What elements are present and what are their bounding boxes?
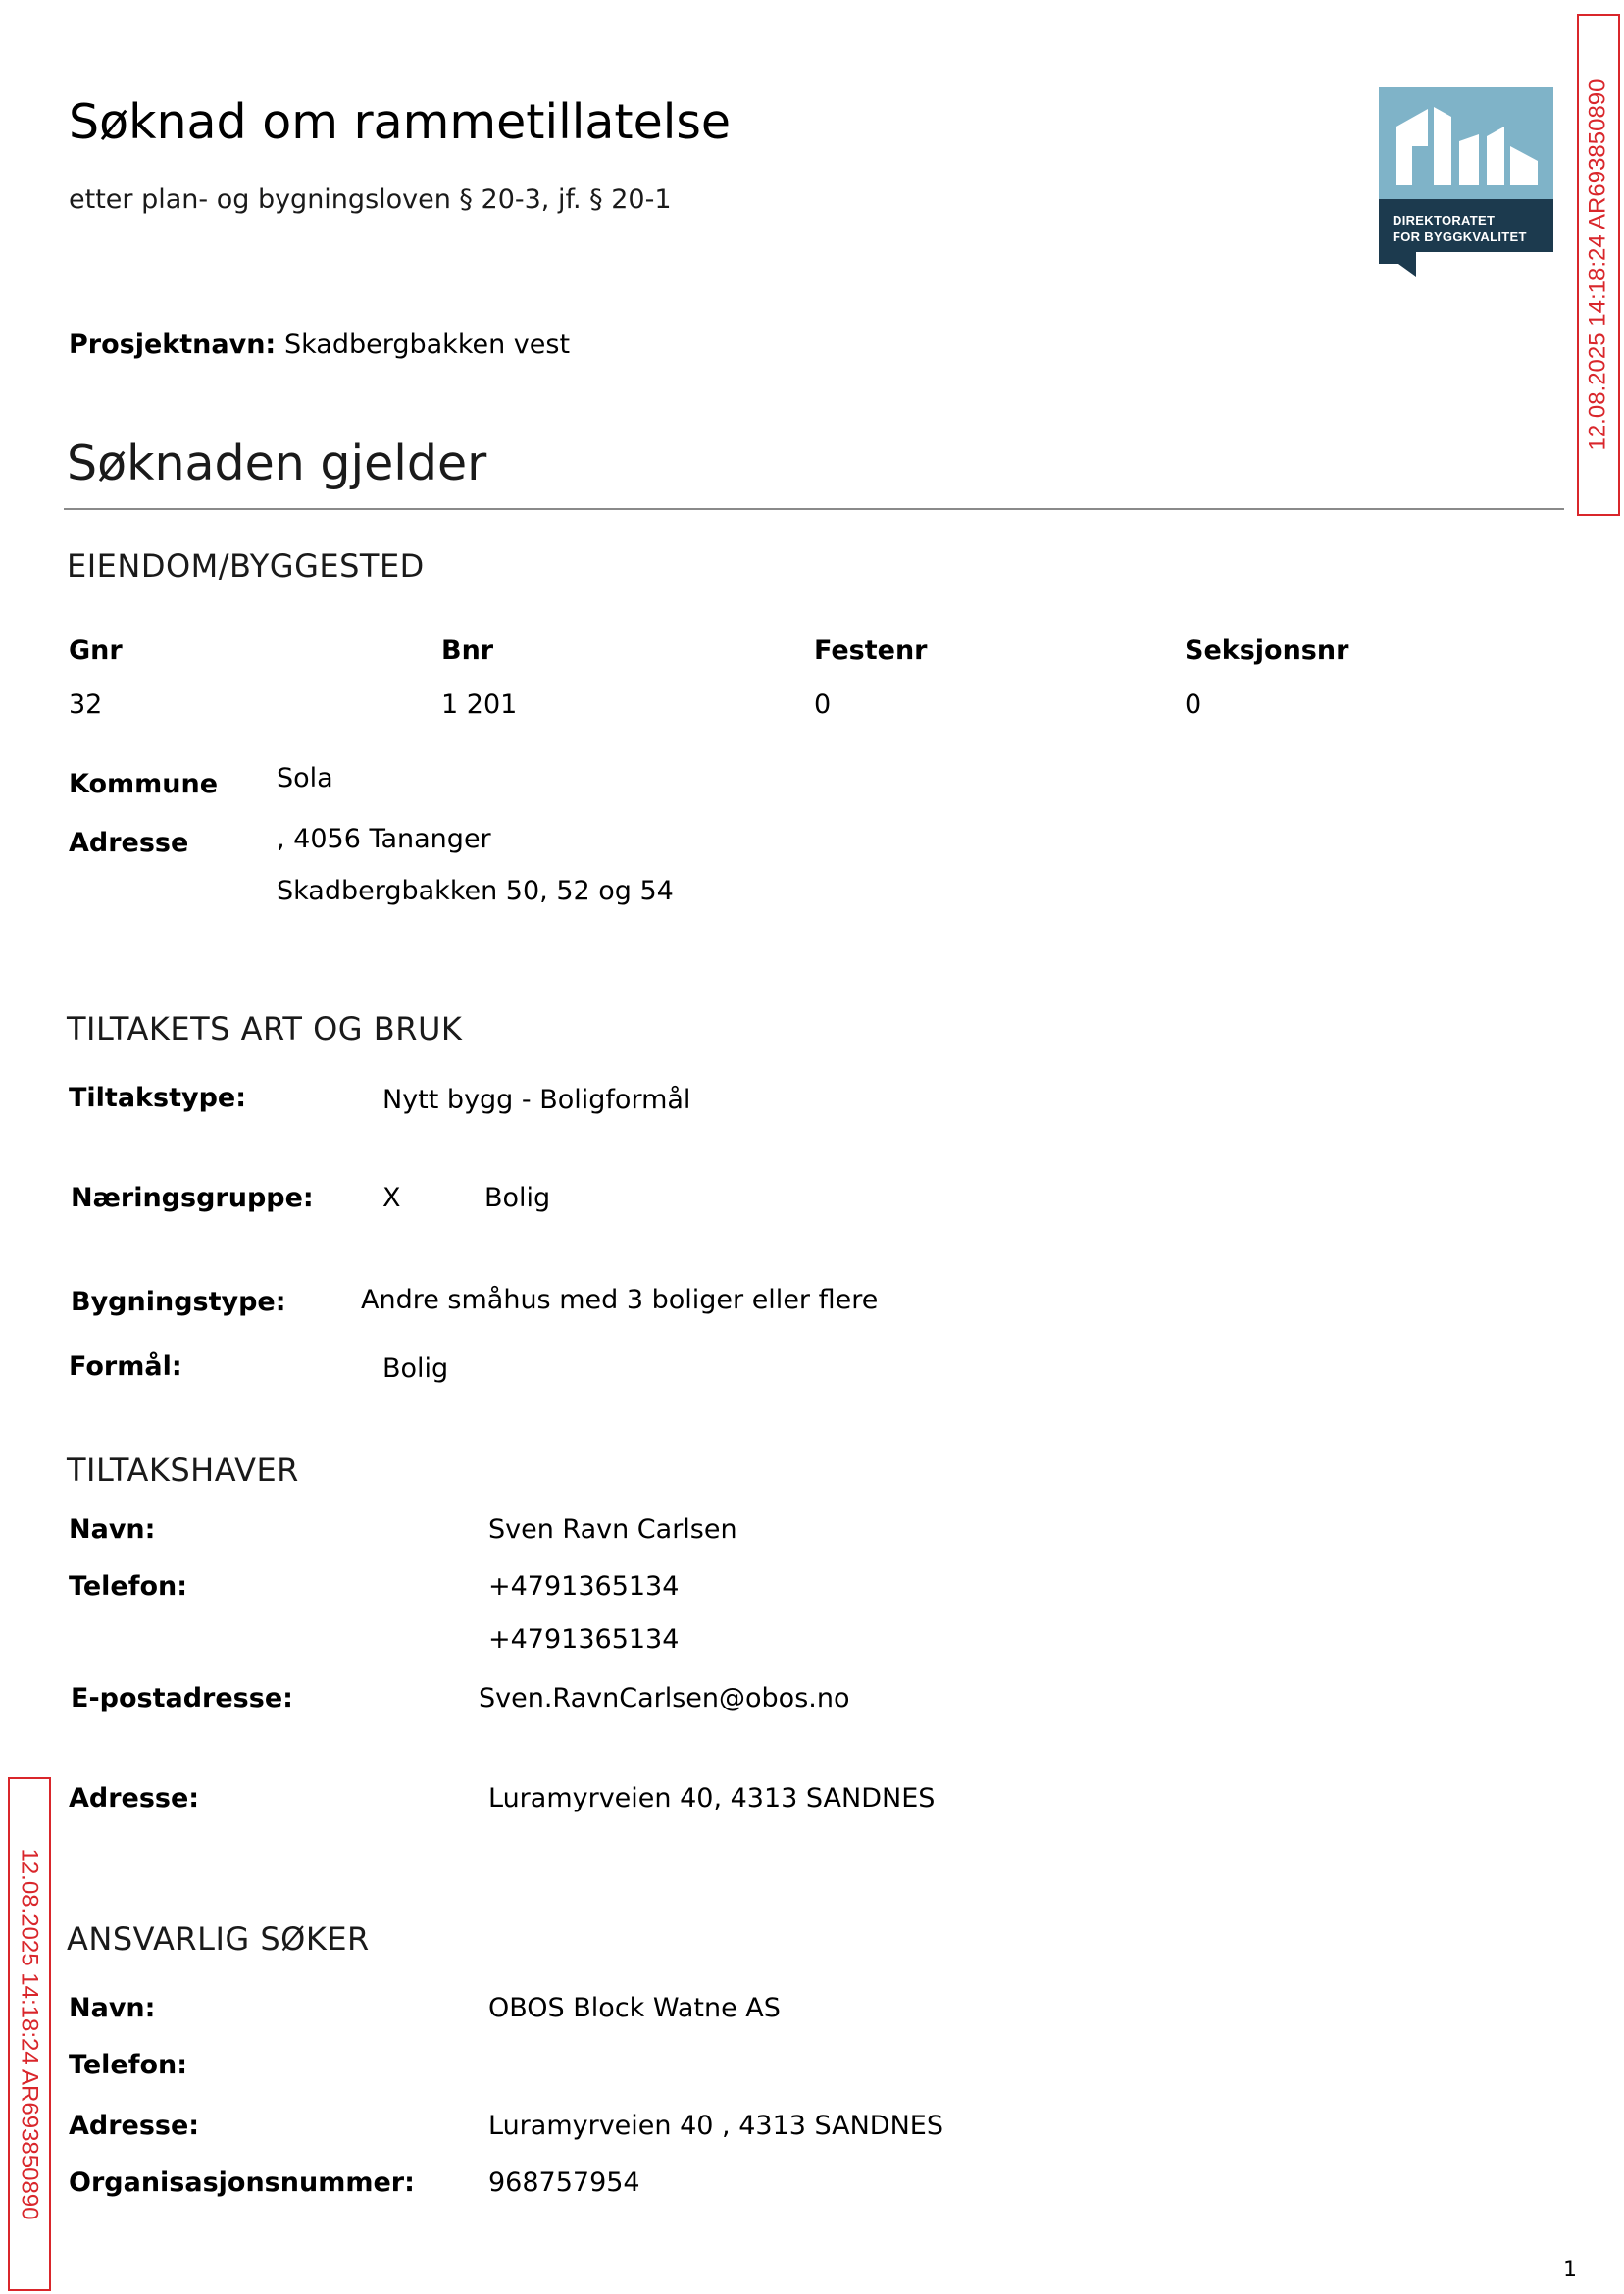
formal-value: Bolig bbox=[382, 1353, 449, 1384]
naeringsgruppe-label: Næringsgruppe: bbox=[71, 1183, 314, 1213]
section-ansvarlig-title: ANSVARLIG SØKER bbox=[67, 1920, 370, 1958]
logo-text-line2: FOR BYGGKVALITET bbox=[1393, 229, 1527, 244]
document-subtitle: etter plan- og bygningsloven § 20-3, jf. § 20-1 bbox=[69, 184, 672, 215]
ansvarlig-org-value: 968757954 bbox=[488, 2167, 640, 2198]
ansvarlig-navn-value: OBOS Block Watne AS bbox=[488, 1993, 781, 2023]
dibk-logo-graphic bbox=[1379, 87, 1553, 277]
section-heading: Søknaden gjelder bbox=[67, 435, 487, 491]
section-tiltak-title: TILTAKETS ART OG BRUK bbox=[67, 1010, 463, 1047]
tiltakshaver-adresse-label: Adresse: bbox=[69, 1783, 200, 1813]
heading-divider bbox=[64, 508, 1564, 510]
adresse-line2: Skadbergbakken 50, 52 og 54 bbox=[277, 876, 674, 906]
section-tiltakshaver-title: TILTAKSHAVER bbox=[67, 1452, 299, 1489]
gnr-label: Gnr bbox=[69, 636, 123, 666]
bnr-label: Bnr bbox=[441, 636, 494, 666]
kommune-value: Sola bbox=[277, 763, 333, 793]
gnr-value: 32 bbox=[69, 689, 103, 720]
seksjonsnr-label: Seksjonsnr bbox=[1185, 636, 1349, 666]
ansvarlig-org-label: Organisasjonsnummer: bbox=[69, 2167, 415, 2198]
logo-text-line1: DIREKTORATET bbox=[1393, 213, 1496, 228]
tiltakshaver-navn-value: Sven Ravn Carlsen bbox=[488, 1514, 737, 1545]
ansvarlig-adresse-value: Luramyrveien 40 , 4313 SANDNES bbox=[488, 2111, 943, 2141]
adresse-line1: , 4056 Tananger bbox=[277, 824, 491, 854]
kommune-label: Kommune bbox=[69, 769, 219, 799]
tiltakshaver-telefon-2: +4791365134 bbox=[488, 1624, 680, 1655]
ansvarlig-telefon-label: Telefon: bbox=[69, 2050, 188, 2080]
tiltakshaver-adresse-value: Luramyrveien 40, 4313 SANDNES bbox=[488, 1783, 936, 1813]
formal-label: Formål: bbox=[69, 1351, 182, 1382]
date-stamp-top: 12.08.2025 14:18:24 AR693850890 bbox=[1577, 14, 1620, 516]
tiltakshaver-epost-label: E-postadresse: bbox=[71, 1683, 293, 1713]
project-name-value: Skadbergbakken vest bbox=[284, 330, 571, 360]
section-eiendom-title: EIENDOM/BYGGESTED bbox=[67, 547, 425, 585]
bygningstype-value: Andre småhus med 3 boliger eller flere bbox=[361, 1285, 879, 1315]
bygningstype-label: Bygningstype: bbox=[71, 1287, 286, 1317]
document-title: Søknad om rammetillatelse bbox=[69, 94, 732, 150]
tiltakshaver-telefon-label: Telefon: bbox=[69, 1571, 188, 1602]
tiltakshaver-navn-label: Navn: bbox=[69, 1514, 156, 1545]
tiltakshaver-telefon-1: +4791365134 bbox=[488, 1571, 680, 1602]
tiltakstype-value: Nytt bygg - Boligformål bbox=[382, 1085, 691, 1115]
naeringsgruppe-code: X bbox=[382, 1183, 401, 1213]
ansvarlig-navn-label: Navn: bbox=[69, 1993, 156, 2023]
date-stamp-left: 12.08.2025 14:18:24 AR693850890 bbox=[8, 1777, 51, 2291]
festenr-value: 0 bbox=[814, 689, 832, 720]
naeringsgruppe-value: Bolig bbox=[484, 1183, 551, 1213]
dibk-logo bbox=[1379, 87, 1553, 277]
tiltakstype-label: Tiltakstype: bbox=[69, 1083, 247, 1113]
festenr-label: Festenr bbox=[814, 636, 928, 666]
project-name-label: Prosjektnavn: bbox=[69, 330, 277, 360]
page-number: 1 bbox=[1563, 2258, 1577, 2282]
adresse-label: Adresse bbox=[69, 828, 189, 858]
bnr-value: 1 201 bbox=[441, 689, 518, 720]
ansvarlig-adresse-label: Adresse: bbox=[69, 2111, 200, 2141]
tiltakshaver-epost-value: Sven.RavnCarlsen@obos.no bbox=[479, 1683, 850, 1713]
seksjonsnr-value: 0 bbox=[1185, 689, 1202, 720]
